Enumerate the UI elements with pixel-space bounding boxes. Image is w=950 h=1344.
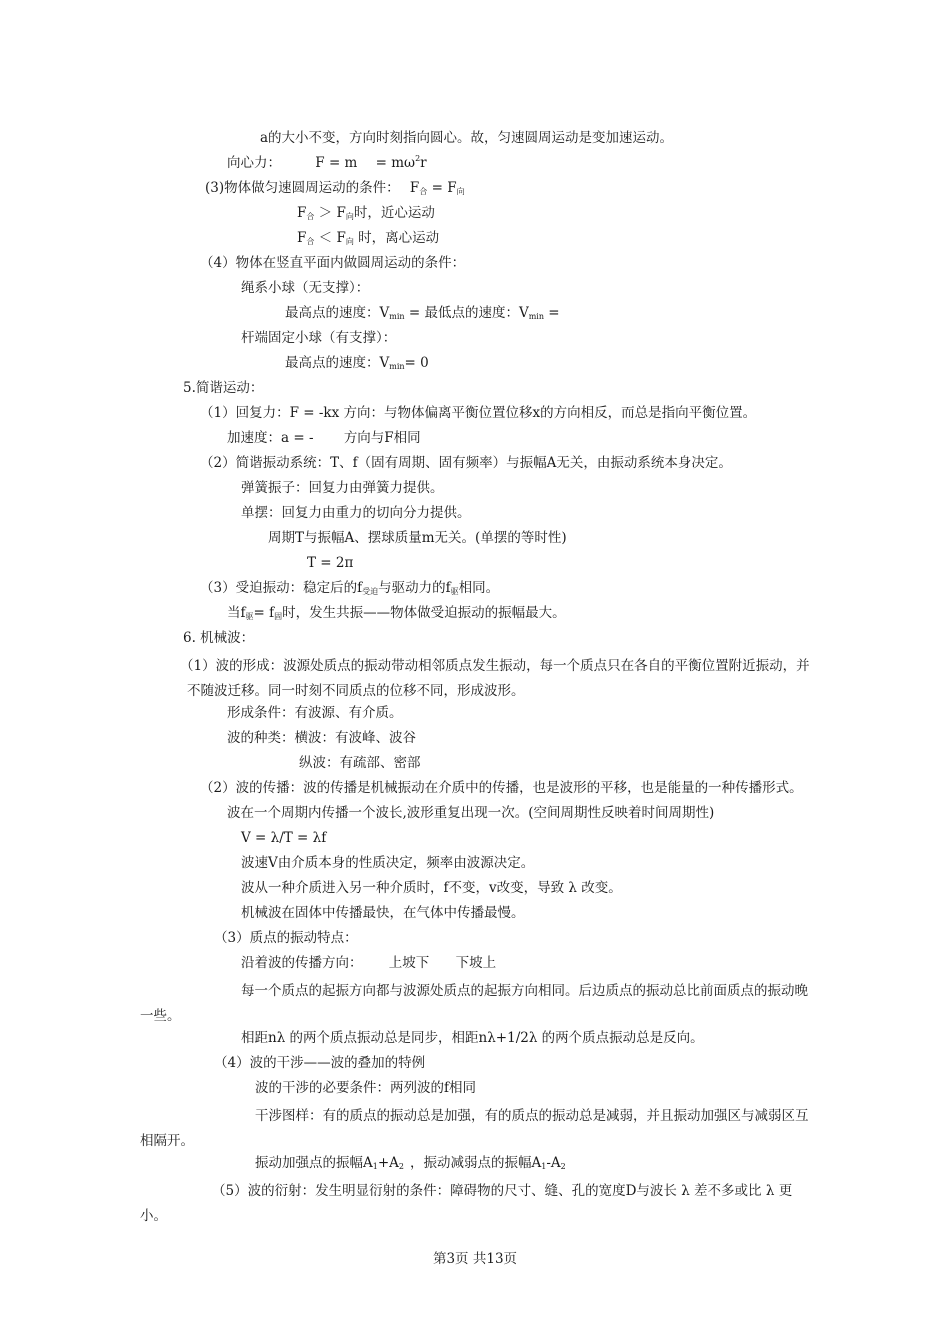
subscript: 向 <box>345 212 354 221</box>
section-heading: 6. 机械波： <box>183 630 255 646</box>
text-line <box>285 304 560 322</box>
text: 时，发生共振——物体做受迫振动的振幅最大。 <box>282 605 566 621</box>
subscript: 向 <box>456 187 465 196</box>
text-line: 弹簧振子：回复力由弹簧力提供。 <box>241 480 444 496</box>
formula: F <box>297 205 307 221</box>
text-line <box>205 179 465 197</box>
text-line: （3）质点的振动特点： <box>214 930 358 946</box>
text-line: （2）波的传播：波的传播是机械振动在介质中的传播，也是波形的平移，也是能量的一种传播形式。 <box>200 780 803 796</box>
subscript: 2 <box>398 1162 404 1171</box>
text: 时，近心运动 <box>353 205 435 221</box>
text-line <box>241 954 496 972</box>
formula-line: T = 2π <box>307 555 354 571</box>
text: +A <box>377 1155 399 1171</box>
formula: ＞ F <box>314 205 346 221</box>
text: 加速度：a = - <box>227 430 314 446</box>
formula: F = m <box>315 155 358 171</box>
subscript: 向 <box>345 237 354 246</box>
text: 最高点的速度：V <box>285 355 390 371</box>
text: = 0 <box>404 355 429 371</box>
subscript: 2 <box>560 1162 566 1171</box>
text: 时，离心运动 <box>353 230 440 246</box>
text-line <box>227 429 421 447</box>
text-line: 波从一种介质进入另一种介质时，f不变，v改变，导致 λ 改变。 <box>241 880 622 896</box>
formula-line: V = λ/T = λf <box>241 830 327 846</box>
label: (3)物体做匀速圆周运动的条件： <box>205 180 400 196</box>
text: （3）受迫振动：稳定后的f <box>200 580 363 596</box>
subscript: 1 <box>541 1162 547 1171</box>
text: = f <box>253 605 275 621</box>
text: 与驱动力的f <box>378 580 451 596</box>
subscript: 受迫 <box>362 587 379 596</box>
subscript: 合 <box>419 187 428 196</box>
text-line: 绳系小球（无支撑）： <box>241 280 370 296</box>
paragraph: （5）波的衍射：发生明显衍射的条件：障碍物的尺寸、缝、孔的宽度D与波长 λ 差不多或比 λ 更小。 <box>140 1183 793 1224</box>
text: 下坡上 <box>455 955 497 971</box>
text-line <box>285 354 429 372</box>
formula: = F <box>427 180 457 196</box>
text-line: （2）简谐振动系统：T、f（固有周期、固有频率）与振幅A无关，由振动系统本身决定。 <box>200 455 732 471</box>
text-line <box>200 579 499 597</box>
formula: ＜ F <box>314 230 346 246</box>
text-line: 杆端固定小球（有支撑）： <box>241 330 397 346</box>
text: 沿着波的传播方向： <box>241 955 363 971</box>
paragraph: 每一个质点的起振方向都与波源处质点的起振方向相同。后边质点的振动总比前面质点的振动晚一些。 <box>140 983 808 1024</box>
text-line: 机械波在固体中传播最快，在气体中传播最慢。 <box>241 905 525 921</box>
subscript: 合 <box>306 237 315 246</box>
text: 最高点的速度：V <box>285 305 390 321</box>
subscript: min <box>389 312 405 321</box>
text-line: 形成条件：有波源、有介质。 <box>227 705 403 721</box>
text-line <box>297 229 439 247</box>
superscript: 2 <box>415 154 421 163</box>
text: 当f <box>227 605 246 621</box>
text-line: 波的干涉的必要条件：两列波的f相同 <box>255 1080 476 1096</box>
subscript: 合 <box>306 212 315 221</box>
text-line: （1）回复力：F = -kx 方向：与物体偏离平衡位置位移x的方向相反，而总是指向平衡位置。 <box>200 405 757 421</box>
text: 上坡下 <box>388 955 430 971</box>
subscript: min <box>389 362 405 371</box>
text-line: （4）波的干涉——波的叠加的特例 <box>214 1055 426 1071</box>
formula: F <box>297 230 307 246</box>
text: 方向与F相同 <box>343 430 421 446</box>
text-line <box>297 204 435 222</box>
formula: r <box>420 155 427 171</box>
section-heading: 5.简谐运动： <box>183 380 264 396</box>
paragraph: （1）波的形成：波源处质点的振动带动相邻质点发生振动，每一个质点只在各自的平衡位置附近振动，并不随波迁移。同一时刻不同质点的位移不同，形成波形。 <box>180 658 810 699</box>
text-line: 单摆：回复力由重力的切向分力提供。 <box>241 505 471 521</box>
paragraph: 干涉图样：有的质点的振动总是加强，有的质点的振动总是减弱，并且振动加强区与减弱区互相隔开。 <box>140 1108 809 1149</box>
text: ，振动减弱点的振幅A <box>410 1155 542 1171</box>
subscript: min <box>528 312 544 321</box>
subscript: 驱 <box>450 587 459 596</box>
text-line: 纵波：有疏部、密部 <box>299 755 421 771</box>
text: -A <box>546 1155 561 1171</box>
text-line <box>227 604 566 622</box>
text-line <box>227 154 427 172</box>
text-line: 波在一个周期内传播一个波长,波形重复出现一次。(空间周期性反映着时间周期性) <box>227 805 715 821</box>
text-line <box>255 1154 566 1172</box>
text: = 最低点的速度：V <box>404 305 529 321</box>
text-line: 周期T与振幅A、摆球质量m无关。(单摆的等时性) <box>268 530 567 546</box>
formula: = mω <box>375 155 416 171</box>
text-line: 波的种类：横波：有波峰、波谷 <box>227 730 416 746</box>
text-line: a的大小不变，方向时刻指向圆心。故，匀速圆周运动是变加速运动。 <box>260 130 674 146</box>
subscript: 驱 <box>245 612 254 621</box>
text: 相同。 <box>458 580 500 596</box>
subscript: 固 <box>274 612 283 621</box>
text: = <box>544 305 560 321</box>
text-line: 相距nλ 的两个质点振动总是同步，相距nλ+1/2λ 的两个质点振动总是反向。 <box>241 1030 704 1046</box>
subscript: 1 <box>372 1162 378 1171</box>
text-line: （4）物体在竖直平面内做圆周运动的条件： <box>200 255 466 271</box>
formula: F <box>409 180 420 196</box>
text-line: 波速V由介质本身的性质决定，频率由波源决定。 <box>241 855 535 871</box>
text: 振动加强点的振幅A <box>255 1155 373 1171</box>
page-footer: 第3页 共13页 <box>432 1251 518 1267</box>
label: 向心力： <box>227 155 281 171</box>
